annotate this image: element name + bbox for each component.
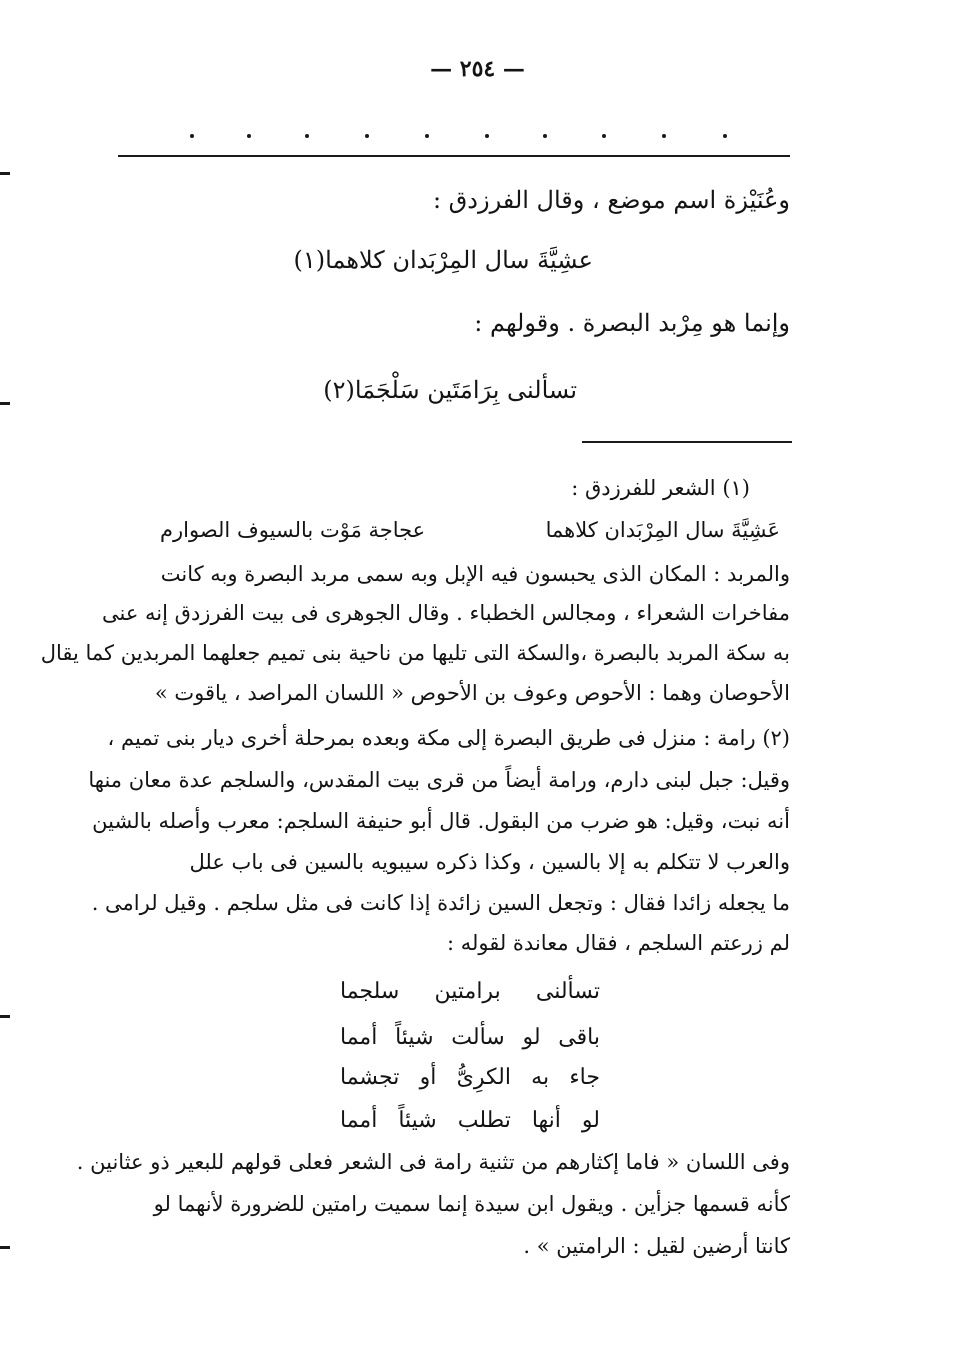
page-number: — ٢٥٤ —	[430, 56, 525, 82]
ornament-dot	[247, 134, 251, 138]
margin-mark	[0, 1246, 10, 1249]
ornament-dot	[365, 134, 369, 138]
footnote-line: به سكة المربد بالبصرة ،والسكة التى تليها من ناحية بنى تميم جعلهما المربدين كما يقال	[40, 641, 790, 665]
footnote-line: وفى اللسان « فاما إكثارهم من تثنية رامة فى الشعر فعلى قولهم للبعير ذو عثانين .	[76, 1150, 790, 1174]
ornament-dot	[190, 134, 194, 138]
ornament-dot	[305, 134, 309, 138]
footnote-line: لم زرعتم السلجم ، فقال معاندة لقوله :	[446, 931, 790, 955]
footnote-heading: (١) الشعر للفرزدق :	[571, 476, 750, 500]
footnote-line: وقيل: جبل لبنى دارم، ورامة أيضاً من قرى بيت المقدس، والسلجم عدة معان منها	[88, 768, 790, 792]
ornament-dot	[662, 134, 666, 138]
footnote-line: الأحوصان وهما : الأحوص وعوف بن الأحوص « اللسان المراصد ، ياقوت »	[154, 681, 790, 705]
footnote-verse	[135, 518, 790, 542]
ornament-dot	[602, 134, 606, 138]
ornament-dot	[485, 134, 489, 138]
poem-line: لو أنها تطلب شيئاً أمما	[340, 1108, 600, 1133]
ornamental-dots	[170, 126, 750, 146]
footnote-line: مفاخرات الشعراء ، ومجالس الخطباء . وقال الجوهرى فى بيت الفرزدق إنه عنى	[102, 601, 790, 625]
main-verse-line: تسألنى بِرَامَتَين سَلْجَمَا(٢)	[323, 376, 577, 404]
ornament-dot	[723, 134, 727, 138]
poem-line: جاء به الكرِىُّ أو تجشما	[340, 1065, 600, 1090]
ornament-dot	[425, 134, 429, 138]
margin-mark	[0, 1015, 10, 1018]
footnote-line: كانتا أرضين لقيل : الرامتين » .	[523, 1234, 790, 1258]
margin-mark	[0, 172, 10, 175]
poem-line: تسألنى برامتين سلجما	[340, 979, 600, 1004]
main-text-line: وعُنَيْزة اسم موضع ، وقال الفرزدق :	[432, 186, 790, 214]
verse-second-hemistich: عجاجة مَوْت بالسيوف الصوارم	[160, 518, 426, 542]
footnote-line: ما يجعله زائدا فقال : وتجعل السين زائدة إذا كانت فى مثل سلجم . وقيل لرامى .	[91, 891, 790, 915]
poem-line: باقى لو سألت شيئاً أمما	[340, 1025, 600, 1050]
main-text-line: وإنما هو مِرْبد البصرة . وقولهم :	[474, 309, 790, 337]
margin-mark	[0, 402, 10, 405]
footnote-line: والمربد : المكان الذى يحبسون فيه الإبل وبه سمى مربد البصرة وبه كانت	[160, 562, 790, 586]
top-divider	[118, 155, 790, 157]
verse-first-hemistich: عَشِيَّةَ سال المِرْبَدان كلاهما	[545, 518, 780, 542]
footnote-line: أنه نبت، وقيل: هو ضرب من البقول. قال أبو حنيفة السلجم: معرب وأصله بالشين	[92, 809, 790, 833]
main-verse-line: عشِيَّةَ سال المِرْبَدان كلاهما(١)	[293, 246, 593, 274]
footnote-line: والعرب لا تتكلم به إلا بالسين ، وكذا ذكره سيبويه بالسين فى باب علل	[189, 850, 790, 874]
footnote-line: (٢) رامة : منزل فى طريق البصرة إلى مكة وبعده بمرحلة أخرى ديار بنى تميم ،	[107, 726, 790, 750]
footnote-line: كأنه قسمها جزأين . ويقول ابن سيدة إنما سميت رامتين للضرورة لأنهما لو	[153, 1192, 790, 1216]
ornament-dot	[543, 134, 547, 138]
footnote-divider	[582, 441, 792, 443]
